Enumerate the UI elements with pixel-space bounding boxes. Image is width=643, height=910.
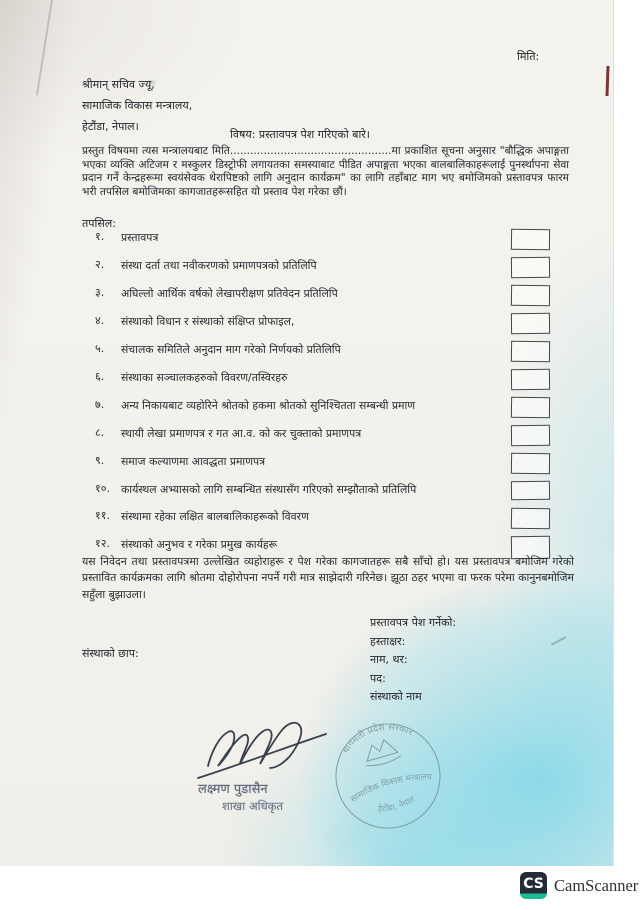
item-checkbox bbox=[511, 369, 550, 390]
checklist-item bbox=[95, 285, 550, 306]
item-checkbox bbox=[511, 229, 550, 251]
camscanner-initials: CS bbox=[523, 875, 544, 892]
body-paragraph: प्रस्तुत विषयमा त्यस मन्त्रालयबाट मिति................................................मा प्रकाशित सूचना अनुसार "बौद्धिक अपाङ्गता भएका व्यक्ति अटिजम र मस्कुलर डिस्ट्रोफी लगायतका समस्याबाट पीडित अपाङ्गता भएका बालबालिकाहरूलाई पुनर्स्थापना सेवा प्रदान गर्ने केन्द्रहरूमा स्वयंसेवक थेरापिष्टको लागि अनुदान कार्यक्रम" का लागि तहाँबाट माग भए बमोजिमको प्रस्तावपत्र फारम भरी तपसिल बमोजिमका कागजातहरूसहित यो प्रस्ताव पेश गरेका छौं। bbox=[82, 145, 569, 198]
subject-line: विषय: प्रस्तावपत्र पेश गरिएको बारे। bbox=[230, 128, 370, 141]
checklist-item bbox=[95, 369, 550, 390]
item-text: अन्य निकायबाट व्यहोरिने श्रोतको हकमा श्रोतको सुनिश्चितता सम्बन्धी प्रमाण bbox=[121, 399, 416, 412]
item-checkbox bbox=[511, 453, 550, 475]
camscanner-logo-icon bbox=[520, 872, 547, 899]
item-number: ५. bbox=[95, 342, 105, 355]
stamp-mountains-emblem bbox=[361, 736, 402, 768]
checklist-item bbox=[95, 341, 550, 362]
item-number: १२. bbox=[95, 537, 110, 551]
addressee-line: हेटौंडा, नेपाल। bbox=[82, 120, 139, 133]
org-name-label: संस्थाको नाम bbox=[370, 690, 422, 704]
checklist-item bbox=[95, 257, 550, 278]
addressee-line: सामाजिक विकास मन्त्रालय, bbox=[82, 99, 193, 112]
item-number: ४. bbox=[95, 314, 105, 327]
checklist-item bbox=[95, 453, 550, 474]
item-number: १०. bbox=[95, 482, 110, 495]
item-checkbox bbox=[511, 313, 550, 334]
item-number: ३. bbox=[95, 286, 105, 299]
camscanner-watermark bbox=[520, 872, 638, 899]
submitter-title: प्रस्तावपत्र पेश गर्नेको: bbox=[370, 616, 457, 629]
svg-text:सामाजिक विकास मन्त्रालय bbox=[347, 765, 436, 806]
item-checkbox bbox=[511, 285, 550, 307]
page-edge-mark bbox=[605, 66, 609, 96]
item-number: ७. bbox=[95, 398, 105, 411]
item-checkbox bbox=[511, 481, 550, 500]
item-text: प्रस्तावपत्र bbox=[121, 231, 159, 244]
checklist-item bbox=[95, 508, 550, 529]
stamp-text-bottom: हेटौंडा, नेपाल bbox=[377, 793, 417, 814]
item-number: ८. bbox=[95, 426, 105, 439]
signatory-name: लक्ष्मण पुडासैन bbox=[198, 782, 268, 797]
signatory-title: शाखा अधिकृत bbox=[222, 799, 284, 813]
svg-text:हेटौंडा, नेपाल bbox=[375, 793, 417, 816]
item-text: संस्थाको विधान र संस्थाको संक्षिप्त प्रोफाइल, bbox=[121, 315, 295, 328]
checklist-item bbox=[95, 425, 550, 446]
checklist-item bbox=[95, 229, 550, 250]
tapasil-label: तपसिल: bbox=[82, 217, 116, 230]
name-label: नाम, थर: bbox=[370, 653, 408, 667]
submitter-block bbox=[370, 614, 456, 707]
scan-crease-line bbox=[36, 0, 54, 96]
item-text: कार्यस्थल अभ्यासको लागि सम्बन्धित संस्थासँग गरिएको सम्झौताको प्रतिलिपि bbox=[121, 483, 417, 496]
item-text: समाज कल्याणमा आवद्धता प्रमाणपत्र bbox=[121, 455, 266, 468]
org-stamp-label: संस्थाको छाप: bbox=[82, 647, 139, 660]
item-text: संस्था दर्ता तथा नवीकरणको प्रमाणपत्रको प्रतिलिपि bbox=[121, 259, 317, 272]
item-text: संस्थाका सञ्चालकहरुको विवरण/तस्विरहरु bbox=[121, 371, 288, 384]
item-checkbox bbox=[511, 508, 550, 530]
item-number: १. bbox=[95, 230, 105, 243]
post-label: पद: bbox=[370, 671, 386, 685]
item-checkbox bbox=[511, 425, 550, 446]
item-number: २. bbox=[95, 258, 105, 271]
item-checkbox bbox=[511, 397, 550, 419]
pen-mark bbox=[551, 636, 567, 646]
checklist-item bbox=[95, 481, 550, 501]
item-number: ९. bbox=[95, 454, 105, 467]
camscanner-brand-text: CamScanner bbox=[554, 875, 639, 895]
item-checkbox bbox=[511, 257, 550, 278]
item-text: स्थायी लेखा प्रमाणपत्र र गत आ.व. को कर चुक्ताको प्रमाणपत्र bbox=[121, 427, 362, 440]
checklist-item bbox=[95, 397, 550, 418]
item-text: संचालक समितिले अनुदान माग गरेको निर्णयको प्रतिलिपि bbox=[121, 343, 341, 356]
item-text: संस्थाको अनुभव र गरेका प्रमुख कार्यहरू bbox=[121, 538, 277, 552]
item-checkbox bbox=[511, 341, 550, 363]
item-number: ६. bbox=[95, 370, 105, 383]
stamp-text-top: बागमती प्रदेश सरकार bbox=[340, 721, 415, 756]
item-text: संस्थामा रहेका लक्षित बालबालिकाहरूको विवरण bbox=[121, 510, 309, 524]
item-text: अघिल्लो आर्थिक वर्षको लेखापरीक्षण प्रतिवेदन प्रतिलिपि bbox=[121, 287, 338, 300]
declaration-paragraph: यस निवेदन तथा प्रस्तावपत्रमा उल्लेखित व्यहोराहरू र पेश गरेका कागजातहरू सबै साँचो हो। यस प्रस्तावपत्र बमोजिम गरेको प्रस्तावित कार्यक्रमका लागि श्रोतमा दोहोरोपना नपर्ने गरी मात्र साझेदारी गरिनेछ। झूठा ठहर भएमा वा फरक परेमा कानुनबमोजिम सहुँला बुझाउला। bbox=[82, 555, 574, 601]
addressee-line: श्रीमान् सचिव ज्यू, bbox=[82, 78, 155, 91]
item-number: ११. bbox=[95, 509, 110, 523]
checklist bbox=[95, 229, 550, 566]
date-label: मिति: bbox=[517, 50, 540, 63]
stamp-text-middle: सामाजिक विकास मन्त्रालय bbox=[349, 772, 432, 805]
checklist-item bbox=[95, 313, 550, 334]
signature-label: हस्ताक्षर: bbox=[370, 634, 406, 648]
